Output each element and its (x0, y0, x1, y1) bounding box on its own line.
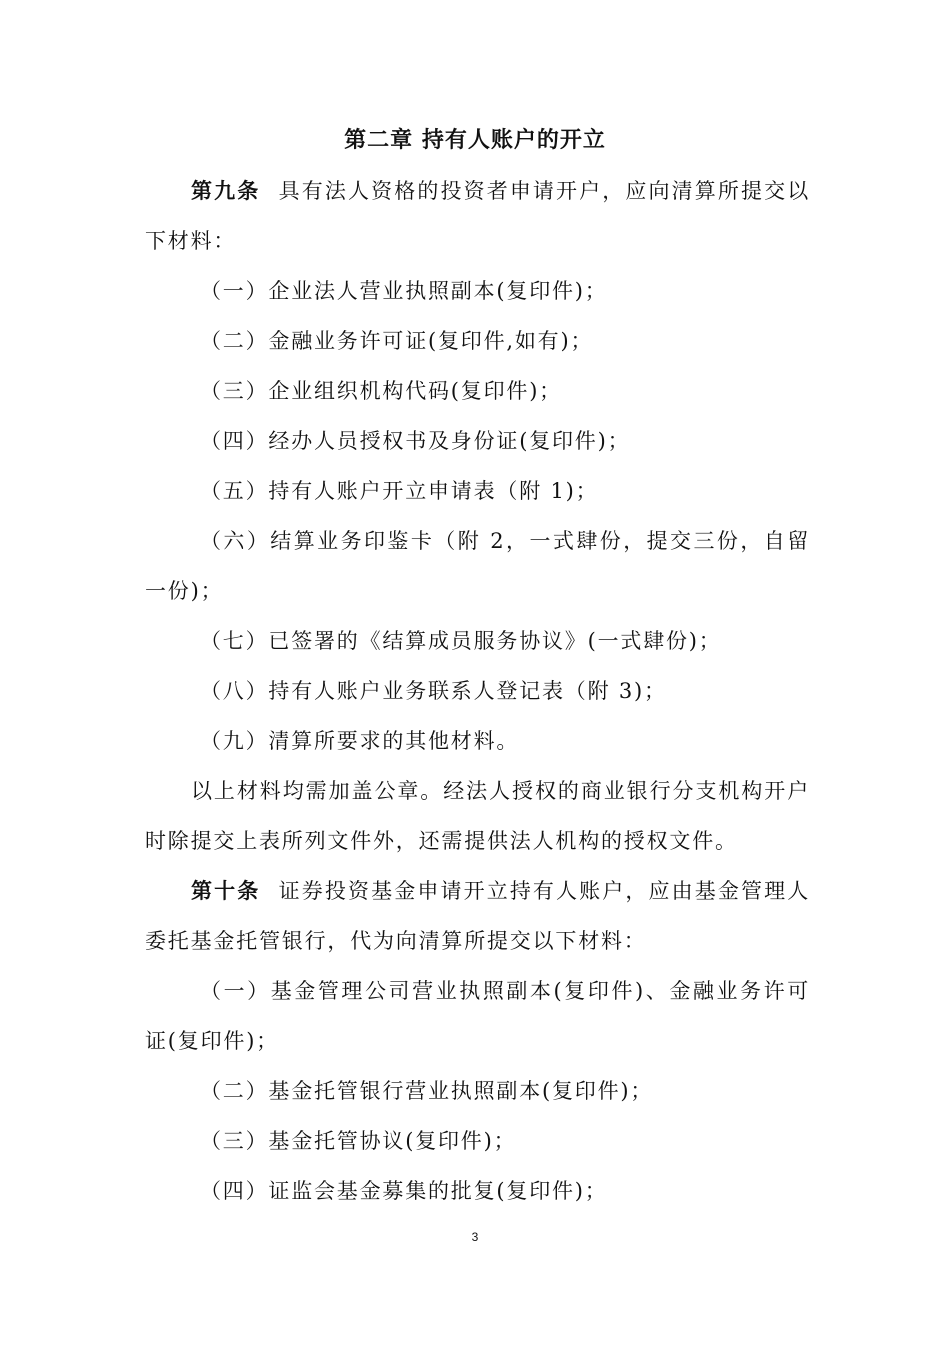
article-9-note: 以上材料均需加盖公章。经法人授权的商业银行分支机构开户时除提交上表所列文件外，还需提供法人机构的授权文件。 (145, 779, 810, 853)
article-9-item: （一）企业法人营业执照副本(复印件)； (200, 279, 608, 303)
article-10-item: （一）基金管理公司营业执照副本(复印件)、金融业务许可证(复印件)； (145, 979, 810, 1053)
article-9-item: （三）企业组织机构代码(复印件)； (200, 379, 562, 403)
chapter-title: 第二章 持有人账户的开立 (344, 127, 606, 153)
article-9-item: （七）已签署的《结算成员服务协议》(一式肆份)； (200, 629, 722, 653)
article-10-item: （二）基金托管银行营业执照副本(复印件)； (200, 1079, 654, 1103)
article-9-item: （五）持有人账户开立申请表（附 1)； (200, 479, 599, 503)
article-9-item: （八）持有人账户业务联系人登记表（附 3)； (200, 679, 667, 703)
article-9-item: （二）金融业务许可证(复印件,如有)； (200, 329, 594, 353)
article-9-label: 第九条 (191, 178, 261, 203)
article-9-paragraph (145, 166, 810, 266)
article-10-text: 证券投资基金申请开立持有人账户，应由基金管理人委托基金托管银行，代为向清算所提交以下材料： (145, 879, 810, 953)
document-body (145, 166, 810, 1216)
article-10-label: 第十条 (191, 878, 261, 903)
page-number: 3 (471, 1230, 479, 1244)
article-10-item: （四）证监会基金募集的批复(复印件)； (200, 1179, 608, 1203)
article-9-text: 具有法人资格的投资者申请开户，应向清算所提交以下材料： (145, 179, 810, 253)
article-9-item: （四）经办人员授权书及身份证(复印件)； (200, 429, 631, 453)
article-9-item: （九）清算所要求的其他材料。 (200, 729, 520, 753)
article-9-item: （六）结算业务印鉴卡（附 2，一式肆份，提交三份，自留一份)； (145, 529, 810, 603)
article-10-paragraph (145, 866, 810, 966)
article-10-item: （三）基金托管协议(复印件)； (200, 1129, 517, 1153)
